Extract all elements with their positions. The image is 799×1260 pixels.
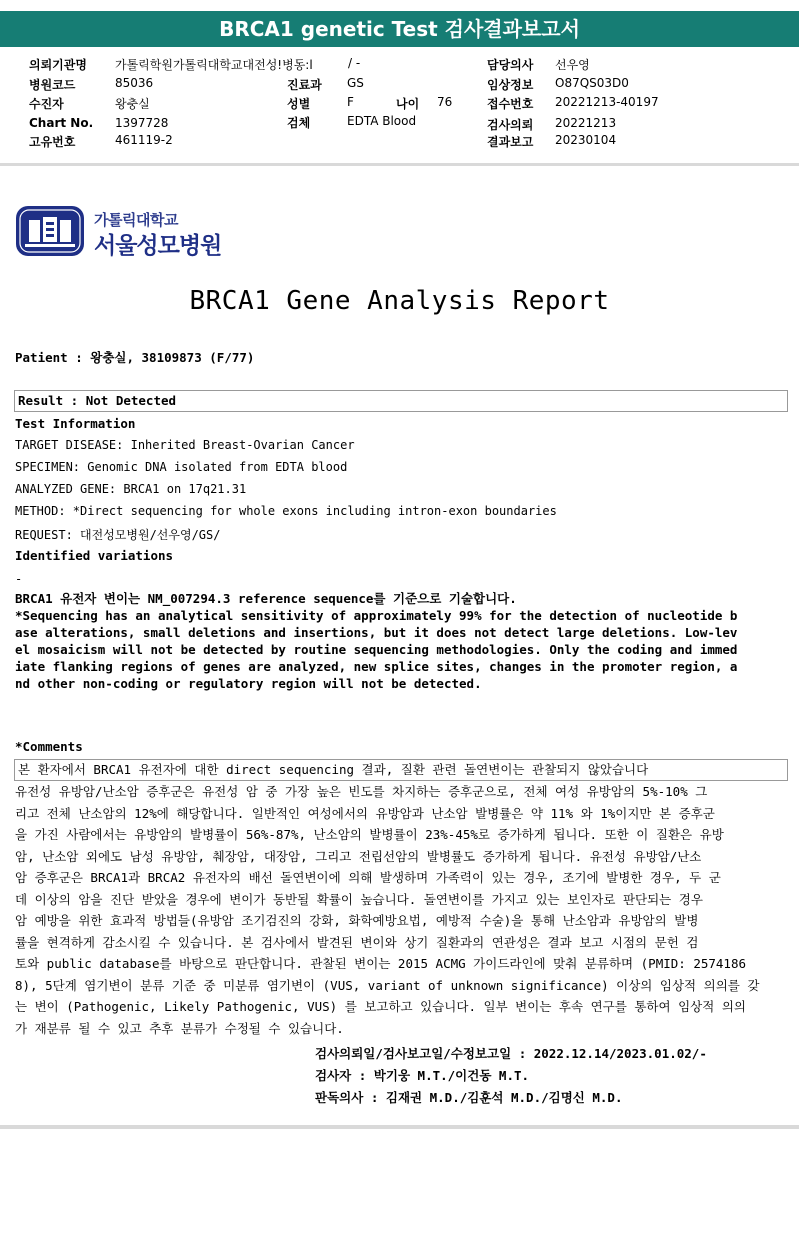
test-info-heading: Test Information — [15, 416, 136, 431]
requester-value: 가톨릭학원가톨릭대학교대전성!병동:l — [115, 58, 313, 72]
unique-id-label: 고유번호 — [29, 135, 76, 149]
receipt-no-value: 20221213-40197 — [555, 95, 659, 109]
request-line: REQUEST: 대전성모병원/선우영/GS/ — [15, 528, 221, 542]
hospital-code-value: 85036 — [115, 76, 154, 90]
sensitivity-line: ase alterations, small deletions and insertions, but it does not detect large deletions. Low-lev — [15, 625, 738, 640]
sign-dates: 검사의뢰일/검사보고일/수정보고일 : 2022.12.14/2023.01.02/- — [315, 1046, 707, 1061]
specimen-label: 검체 — [287, 116, 311, 130]
comment-line: 는 변이 (Pathogenic, Likely Pathogenic, VUS) 를 보고하고 있습니다. 일부 변이는 후속 연구를 통하여 임상적 의의 — [15, 999, 747, 1014]
sign-technician: 검사자 : 박기웅 M.T./이건동 M.T. — [315, 1068, 530, 1083]
variations-value: - — [15, 572, 23, 586]
requester-label: 의뢰기관명 — [29, 58, 87, 72]
patient-name-label: 수진자 — [29, 97, 64, 111]
ward-value: / - — [348, 56, 361, 70]
unique-id-value: 461119-2 — [115, 133, 173, 147]
comment-line: 률을 현격하게 감소시킬 수 있습니다. 본 검사에서 발견된 변이와 상기 질환과의 연관성은 결과 보고 시점의 문헌 검 — [15, 934, 699, 950]
comments-heading: *Comments — [15, 739, 83, 754]
doctor-value: 선우영 — [555, 58, 590, 72]
chart-no-value: 1397728 — [115, 116, 169, 130]
hospital-logo — [15, 205, 235, 257]
age-label: 나이 — [396, 97, 420, 111]
header-divider — [0, 163, 799, 166]
department-value: GS — [347, 76, 364, 90]
report-title-bar — [0, 11, 799, 47]
comment-line: 암, 난소암 외에도 남성 유방암, 췌장암, 대장암, 그리고 전립선암의 발병률도 증가하게 됩니다. 유전성 유방암/난소 — [15, 848, 702, 864]
patient-name-value: 왕충실 — [115, 97, 150, 111]
chart-no-label: Chart No. — [29, 116, 94, 130]
comment-line: 암 증후군은 BRCA1과 BRCA2 유전자의 배선 돌연변이에 의해 발생하며 가족력이 있는 경우, 조기에 발병한 경우, 두 군 — [15, 870, 721, 885]
comment-line: 을 가진 사람에서는 유방암의 발병률이 56%-87%, 난소암의 발병률이 23%-45%로 증가하게 됩니다. 또한 이 질환은 유방 — [15, 827, 724, 842]
sensitivity-line: iate flanking regions of genes are analyzed, new splice sites, changes in the promoter region, a — [15, 659, 738, 674]
comment-line: 8), 5단계 염기변이 분류 기준 중 미분류 염기변이 (VUS, variant of unknown significance) 이상의 임상적 의의를 갖 — [15, 977, 760, 993]
footer-divider — [0, 1125, 799, 1129]
result-box — [14, 390, 788, 412]
age-value: 76 — [437, 95, 453, 109]
comment-body — [15, 781, 787, 1039]
report-date-label: 결과보고 — [487, 135, 534, 149]
comment-box-text: 본 환자에서 BRCA1 유전자에 대한 direct sequencing 결과, 질환 관련 돌연변이는 관찰되지 않았습니다 — [18, 762, 649, 777]
specimen-line: SPECIMEN: Genomic DNA isolated from EDTA blood — [15, 460, 348, 474]
reference-note: BRCA1 유전자 변이는 NM_007294.3 reference sequence를 기준으로 기술합니다. — [15, 591, 517, 606]
method-line: METHOD: *Direct sequencing for whole exons including intron-exon boundaries — [15, 504, 557, 518]
request-date-label: 검사의뢰 — [487, 118, 534, 132]
comment-line: 리고 전체 난소암의 12%에 해당합니다. 일반적인 여성에서의 유방암과 난소암 발병률은 약 11% 와 1%이지만 본 증후군 — [15, 805, 715, 821]
request-date-value: 20221213 — [555, 116, 617, 130]
receipt-no-label: 접수번호 — [487, 97, 534, 111]
sex-label: 성별 — [287, 97, 311, 111]
report-title-bar-text: BRCA1 genetic Test 검사결과보고서 — [219, 17, 580, 41]
doctor-label: 담당의사 — [487, 58, 534, 72]
comment-line: 데 이상의 암을 진단 받았을 경우에 변이가 동반될 확률이 높습니다. 돌연변이를 가지고 있는 보인자로 판단되는 경우 — [15, 891, 703, 907]
sex-value: F — [347, 95, 354, 109]
analyzed-gene: ANALYZED GENE: BRCA1 on 17q21.31 — [15, 482, 247, 496]
result-text: Result : Not Detected — [18, 393, 177, 408]
patient-line: Patient : 왕충실, 38109873 (F/77) — [15, 350, 255, 365]
clinical-info-value: O87QS03D0 — [555, 76, 629, 90]
logo-hospital-text: 서울성모병원 — [94, 233, 222, 259]
patient-header — [0, 47, 799, 163]
sign-doctor: 판독의사 : 김재권 M.D./김훈석 M.D./김명신 M.D. — [315, 1090, 623, 1105]
comment-line: 토와 public database를 바탕으로 판단합니다. 관찰된 변이는 2015 ACMG 가이드라인에 맞춰 분류하며 (PMID: 2574186 — [15, 956, 747, 971]
comment-line: 유전성 유방암/난소암 증후군은 유전성 암 중 가장 높은 빈도를 차지하는 증후군으로, 전체 여성 유방암의 5%-10% 그 — [15, 784, 708, 799]
report-date-value: 20230104 — [555, 133, 617, 147]
target-disease: TARGET DISEASE: Inherited Breast-Ovarian Cancer — [15, 438, 355, 452]
comment-box — [14, 759, 788, 781]
sensitivity-line: el mosaicism will not be detected by routine sequencing methodologies. Only the coding and immed — [15, 642, 738, 657]
hospital-emblem-icon — [15, 205, 85, 257]
logo-university-text: 가톨릭대학교 — [94, 211, 178, 229]
specimen-value: EDTA Blood — [347, 114, 417, 128]
variations-heading: Identified variations — [15, 548, 174, 563]
sensitivity-line: *Sequencing has an analytical sensitivity of approximately 99% for the detection of nucleotide b — [15, 608, 738, 623]
comment-line: 가 재분류 될 수 있고 추후 분류가 수정될 수 있습니다. — [15, 1020, 344, 1036]
department-label: 진료과 — [287, 78, 322, 92]
comment-line: 암 예방을 위한 효과적 방법들(유방암 조기검진의 강화, 화학예방요법, 예방적 수술)을 통해 난소암과 유방암의 발병 — [15, 913, 699, 928]
clinical-info-label: 임상정보 — [487, 78, 534, 92]
report-main-title: BRCA1 Gene Analysis Report — [189, 286, 610, 316]
sensitivity-note — [15, 590, 785, 692]
hospital-code-label: 병원코드 — [29, 78, 76, 92]
sensitivity-line: nd other non-coding or regulatory region will not be detected. — [15, 676, 482, 691]
